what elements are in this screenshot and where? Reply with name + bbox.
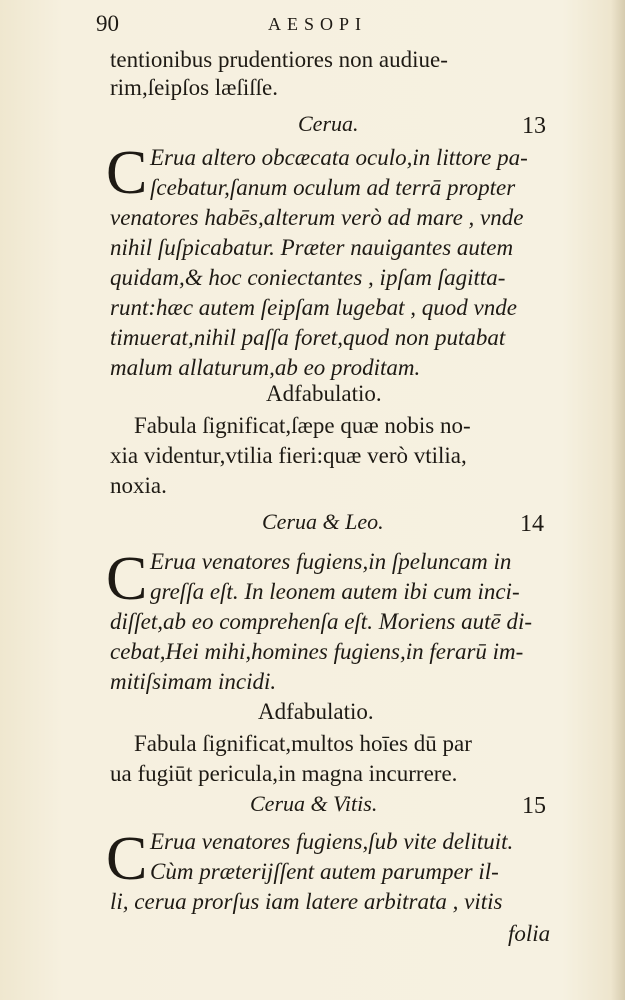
fable-number: 13	[522, 113, 546, 139]
text-line: ua fugiūt pericula,in magna incurrere.	[110, 761, 458, 786]
text-line: cebat,Hei mihi,homines fugiens,in ferarū im-	[110, 639, 524, 664]
page-number: 90	[96, 11, 119, 36]
text-line: nihil ſuſpicabatur. Præter nauigantes autem	[110, 235, 514, 260]
text-line: Fabula ſignificat,ſæpe quæ nobis no-	[134, 413, 471, 438]
text-line: xia videntur,vtilia fieri:quæ verò vtilia,	[110, 443, 467, 468]
text-line: venatores habēs,alterum verò ad mare , vnde	[110, 205, 524, 230]
fable-title: Cerua.	[298, 111, 359, 136]
text-line: Fabula ſignificat,multos hoīes dū par	[134, 731, 472, 756]
text-line: greſſa eſt. In leonem autem ibi cum inci-	[150, 579, 520, 604]
text-line: li, cerua prorſus iam latere arbitrata , vitis	[110, 889, 503, 914]
fable-title: Cerua & Leo.	[262, 509, 384, 534]
page-edge-shadow	[611, 0, 625, 1000]
drop-cap: C	[106, 545, 148, 613]
text-line: Erua venatores fugiens,ſub vite delituit.	[150, 829, 514, 854]
moral-title: Adfabulatio.	[258, 699, 374, 724]
text-line: tentionibus prudentiores non audiue-	[110, 47, 448, 72]
text-line: Cùm præterijſſent autem parumper il-	[150, 859, 499, 884]
moral-title: Adfabulatio.	[266, 381, 382, 406]
text-line: Erua altero obcæcata oculo,in littore pa-	[150, 145, 528, 170]
text-line: runt:hæc autem ſeipſam lugebat , quod vnde	[110, 295, 517, 320]
text-line: quidam,& hoc coniectantes , ipſam ſagitta-	[110, 265, 506, 290]
fable-title: Cerua & Vitis.	[250, 791, 378, 816]
drop-cap: C	[106, 139, 148, 207]
text-line: timuerat,nihil paſſa foret,quod non putabat	[110, 325, 506, 350]
drop-cap: C	[106, 825, 148, 893]
text-line: noxia.	[110, 473, 167, 498]
text-line: mitiſsimam incidi.	[110, 669, 277, 694]
catchword: folia	[508, 921, 551, 946]
fable-number: 14	[520, 511, 544, 537]
text-line: diſſet,ab eo comprehenſa eſt. Moriens autē di-	[110, 609, 532, 634]
text-line: ſcebatur,ſanum oculum ad terrā propter	[150, 175, 516, 200]
text-line: Erua venatores fugiens,in ſpeluncam in	[150, 549, 512, 574]
running-title: AESOPI	[268, 14, 368, 34]
text-line: rim,ſeipſos læſiſſe.	[110, 75, 279, 100]
text-line: malum allaturum,ab eo proditam.	[110, 355, 421, 380]
fable-number: 15	[522, 793, 546, 819]
